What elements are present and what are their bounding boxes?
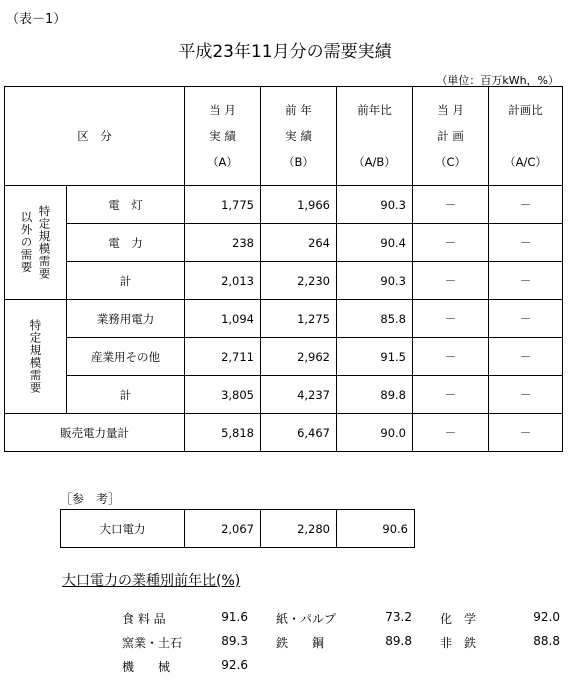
header-prev-actual — [261, 87, 337, 186]
table-row — [5, 376, 563, 414]
cell-ab: 90.6 — [337, 510, 415, 548]
table-row — [5, 186, 563, 224]
row-label: 産業用その他 — [67, 338, 185, 376]
row-label: 電 灯 — [67, 186, 185, 224]
cell-b: 6,467 — [261, 414, 337, 452]
industry-name: 非 鉄 — [440, 636, 477, 650]
header-line — [489, 123, 562, 149]
header-plan — [413, 87, 489, 186]
industry-name: 鉄 鋼 — [276, 636, 325, 650]
cell-c: － — [413, 262, 489, 300]
cell-c: － — [413, 414, 489, 452]
industry-value: 92.6 — [221, 658, 248, 672]
header-line: 当 月 — [209, 103, 236, 117]
table-row — [61, 510, 415, 548]
header-line — [337, 123, 412, 149]
cell-b: 1,275 — [261, 300, 337, 338]
header-plan-ratio — [489, 87, 563, 186]
cell-a: 1,775 — [185, 186, 261, 224]
group-non-specified — [5, 186, 67, 300]
cell-b: 1,966 — [261, 186, 337, 224]
header-line: （B） — [283, 155, 314, 169]
cell-c: － — [413, 338, 489, 376]
header-category: 区 分 — [5, 87, 185, 186]
cell-ac: － — [489, 338, 563, 376]
header-line: 計 画 — [437, 129, 464, 143]
header-line: 前年比 — [357, 103, 392, 117]
cell-ac: － — [489, 300, 563, 338]
cell-ac: － — [489, 376, 563, 414]
header-line: 当 月 — [437, 103, 464, 117]
table-header-row — [5, 87, 563, 186]
unit-note: （単位：百万kWh，%） — [436, 74, 559, 87]
header-line: （A/C） — [504, 155, 547, 169]
demand-results-table — [4, 86, 563, 452]
cell-b: 2,962 — [261, 338, 337, 376]
row-label: 販売電力量計 — [5, 414, 185, 452]
header-line: （C） — [434, 155, 467, 169]
header-yoy — [337, 87, 413, 186]
industry-name: 機 械 — [122, 660, 171, 674]
cell-ac: － — [489, 262, 563, 300]
group-specified — [5, 300, 67, 414]
cell-b: 2,230 — [261, 262, 337, 300]
cell-a: 238 — [185, 224, 261, 262]
industry-value: 73.2 — [385, 610, 412, 624]
table-row — [5, 224, 563, 262]
industry-section-title: 大口電力の業種別前年比(%) — [62, 573, 241, 589]
cell-ab: 91.5 — [337, 338, 413, 376]
industry-value: 88.8 — [533, 634, 560, 648]
header-current-actual — [185, 87, 261, 186]
group-label: 特定規模需要 — [28, 319, 43, 394]
industry-name: 化 学 — [440, 612, 477, 626]
cell-ac: － — [489, 224, 563, 262]
cell-a: 1,094 — [185, 300, 261, 338]
row-label: 業務用電力 — [67, 300, 185, 338]
cell-c: － — [413, 376, 489, 414]
industry-value: 91.6 — [221, 610, 248, 624]
cell-ac: － — [489, 414, 563, 452]
table-row — [5, 262, 563, 300]
industry-name: 食 料 品 — [122, 612, 166, 626]
table-number-label: （表－1） — [6, 12, 67, 27]
header-line: 実 績 — [285, 129, 312, 143]
header-line: 実 績 — [209, 129, 236, 143]
group-label: 特定規模需要 — [37, 205, 52, 280]
industry-value: 89.8 — [385, 634, 412, 648]
row-label: 計 — [67, 376, 185, 414]
header-line: 前 年 — [285, 103, 312, 117]
row-label: 計 — [67, 262, 185, 300]
cell-c: － — [413, 224, 489, 262]
table-row — [5, 338, 563, 376]
cell-ab: 90.0 — [337, 414, 413, 452]
industry-name: 紙・パルプ — [276, 612, 337, 626]
cell-a: 3,805 — [185, 376, 261, 414]
industry-value: 92.0 — [533, 610, 560, 624]
reference-table — [60, 509, 415, 548]
cell-c: － — [413, 186, 489, 224]
industry-value: 89.3 — [221, 634, 248, 648]
table-row-total — [5, 414, 563, 452]
cell-b: 2,280 — [261, 510, 337, 548]
reference-label: ［参 考］ — [60, 492, 121, 506]
cell-a: 2,067 — [185, 510, 261, 548]
table-row — [5, 300, 563, 338]
header-line: 計画比 — [508, 103, 543, 117]
cell-ab: 89.8 — [337, 376, 413, 414]
cell-b: 264 — [261, 224, 337, 262]
header-line: （A/B） — [353, 155, 396, 169]
page-title: 平成23年11月分の需要実績 — [178, 42, 392, 62]
cell-ac: － — [489, 186, 563, 224]
cell-ab: 90.3 — [337, 262, 413, 300]
industry-name: 窯業・土石 — [122, 636, 183, 650]
cell-ab: 90.4 — [337, 224, 413, 262]
cell-ab: 90.3 — [337, 186, 413, 224]
cell-ab: 85.8 — [337, 300, 413, 338]
row-label: 電 力 — [67, 224, 185, 262]
cell-a: 2,013 — [185, 262, 261, 300]
header-line: （A） — [207, 155, 238, 169]
cell-a: 2,711 — [185, 338, 261, 376]
cell-a: 5,818 — [185, 414, 261, 452]
row-label: 大口電力 — [61, 510, 185, 548]
cell-b: 4,237 — [261, 376, 337, 414]
group-label: 以外の需要 — [19, 211, 34, 274]
cell-c: － — [413, 300, 489, 338]
